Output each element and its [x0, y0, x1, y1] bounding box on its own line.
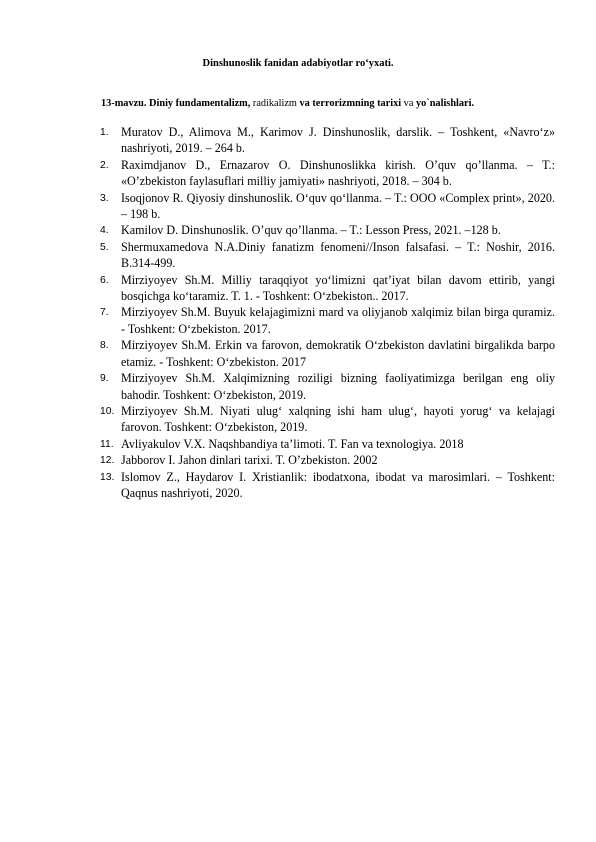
reference-text: Isoqjonov R. Qiyosiy dinshunoslik. O‘quv qo‘llanma. – T.: OOO «Complex print», 2020. – 198 b. [121, 190, 555, 222]
topic-part-5: yo`nalishlari. [415, 98, 475, 109]
reference-item [100, 239, 555, 272]
reference-number: 2. [100, 159, 109, 171]
reference-item [100, 469, 555, 502]
reference-text: Kamilov D. Dinshunoslik. O’quv qo’llanma. – T.: Lesson Press, 2021. –128 b. [121, 223, 501, 238]
topic-heading [101, 98, 474, 109]
reference-number: 8. [100, 340, 109, 352]
reference-number: 1. [100, 127, 109, 138]
reference-number: 9. [100, 373, 109, 385]
reference-item [100, 124, 555, 157]
reference-text: Mirziyoyev Sh.M. Erkin va farovon, demokratik O‘zbekiston davlatini birgalikda barpo etamiz. - Toshkent: O‘zbekiston. 2017 [121, 338, 555, 369]
reference-list [100, 124, 555, 501]
reference-number: 5. [100, 241, 109, 253]
reference-text: Mirziyoyev Sh.M. Niyati ulug‘ xalqning ishi ham ulug‘, hayoti yorug‘ va kelajagi farovon. Toshkent: O‘zbekiston, 2019. [121, 403, 555, 435]
reference-item [100, 157, 555, 190]
reference-item [100, 272, 555, 305]
reference-text: Mirziyoyev Sh.M. Xalqimizning roziligi bizning faoliyatimizga berilgan eng oliy bahodir. Toshkent: O‘zbekiston, 2019. [121, 371, 555, 402]
reference-text: Avliyakulov V.X. Naqshbandiya ta’limoti. T. Fan va texnologiya. 2018 [121, 436, 464, 451]
reference-item [100, 337, 555, 370]
reference-text: Islomov Z., Haydarov I. Xristianlik: ibodatxona, ibodat va marosimlari. – Toshkent: Qaqnus nashriyoti, 2020. [121, 469, 555, 500]
reference-text: Muratov D., Alimova M., Karimov J. Dinshunoslik, darslik. – Toshkent, «Navro‘z» nashriyoti, 2019. – 264 b. [121, 125, 555, 156]
reference-item [100, 452, 555, 468]
topic-part-4: va [401, 98, 416, 109]
reference-text: Raximdjanov D., Ernazarov O. Dinshunoslikka kirish. O’quv qo’llanma. – T.: «O’zbekiston faylasuflari milliy jamiyati» nashriyoti, 2018. – 304 b. [121, 157, 555, 189]
reference-item [100, 370, 555, 403]
reference-number: 6. [100, 274, 109, 286]
reference-number: 12. [100, 455, 115, 467]
document-title: Dinshunoslik fanidan adabiyotlar ro‘yxati. [202, 58, 394, 69]
reference-text: Mirziyoyev Sh.M. Milliy taraqqiyot yo‘limizni qat’iyat bilan davom ettirib, yangi bosqichga ko‘taramiz. T. 1. - Toshkent: O‘zbekiston.. 2017. [121, 272, 555, 304]
reference-item [100, 222, 555, 238]
reference-item [100, 403, 555, 436]
reference-number: 3. [100, 192, 109, 204]
reference-number: 11. [100, 438, 114, 450]
topic-part-2: radikalizm [250, 98, 300, 109]
reference-number: 10. [100, 405, 115, 417]
reference-item [100, 190, 555, 223]
reference-text: Shermuxamedova N.A.Diniy fanatizm fenomeni//Inson falsafasi. – T.: Noshir, 2016. B.314-499. [121, 239, 555, 271]
reference-text: Jabborov I. Jahon dinlari tarixi. T. O’zbekiston. 2002 [121, 453, 378, 468]
reference-text: Mirziyoyev Sh.M. Buyuk kelajagimizni mard va oliyjanob xalqimiz bilan birga quramiz. - Toshkent: O‘zbekiston. 2017. [121, 305, 555, 336]
topic-part-1: 13-mavzu. Diniy fundamentalizm, [101, 98, 251, 109]
reference-item [100, 436, 555, 452]
reference-item [100, 304, 555, 337]
topic-part-3: va terrorizmning tarixi [299, 98, 402, 109]
reference-number: 7. [100, 307, 109, 319]
reference-number: 4. [100, 225, 109, 237]
reference-number: 13. [100, 471, 115, 483]
